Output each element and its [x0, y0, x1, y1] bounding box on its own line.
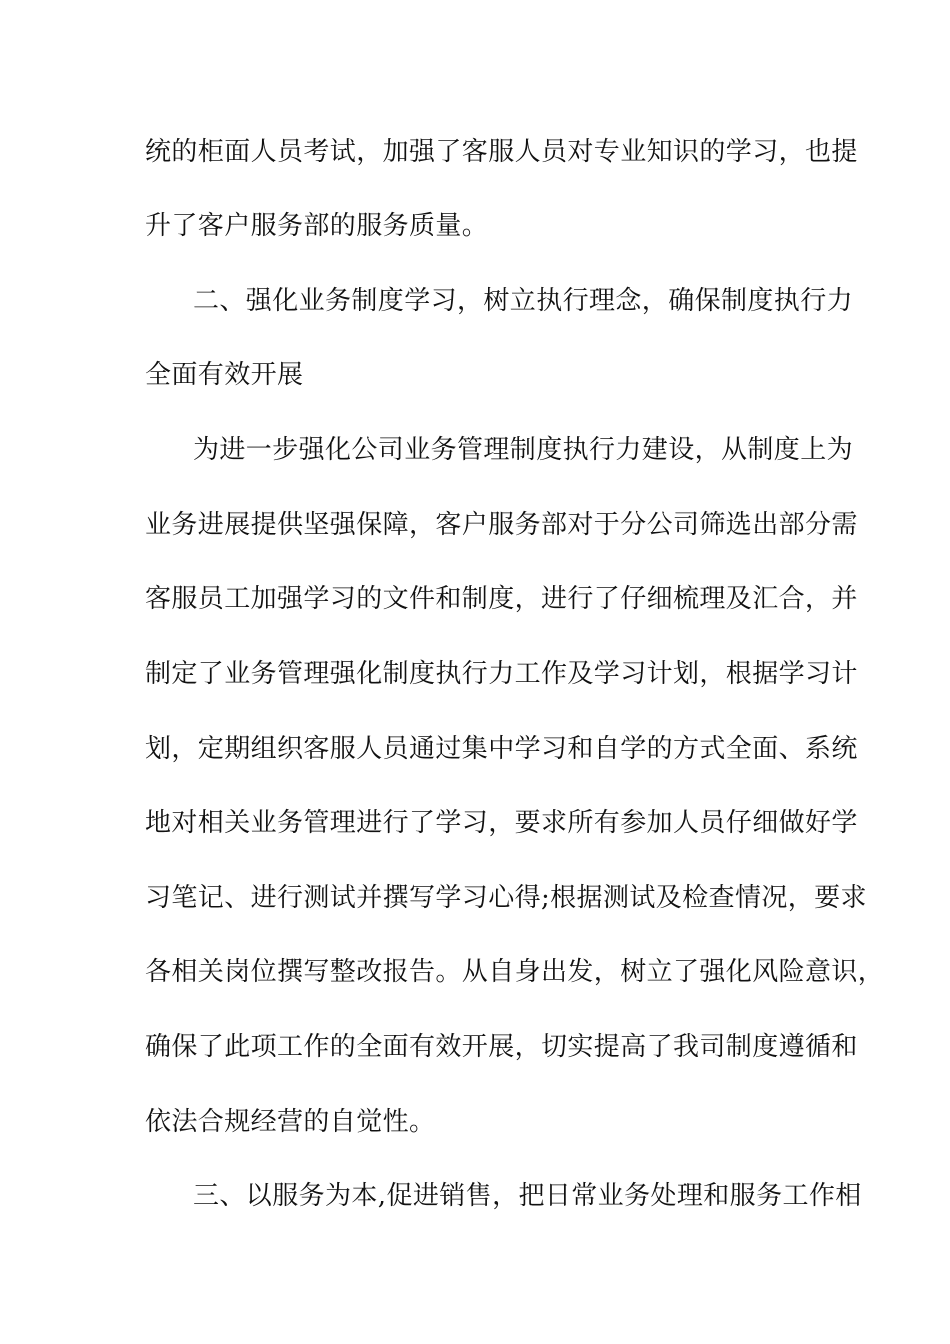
paragraph-line-11: 确保了此项工作的全面有效开展，切实提高了我司制度遵循和: [145, 1032, 858, 1062]
paragraph-line-9: 习笔记、进行测试并撰写学习心得;根据测试及检查情况，要求: [145, 883, 867, 913]
paragraph-line-6: 制定了业务管理强化制度执行力工作及学习计划，根据学习计: [145, 659, 858, 689]
paragraph-line-10: 各相关岗位撰写整改报告。从自身出发，树立了强化风险意识，: [145, 957, 885, 987]
section-heading-line-2: 全面有效开展: [145, 360, 304, 390]
paragraph-line-2: 升了客户服务部的服务质量。: [145, 211, 489, 241]
paragraph-line-8: 地对相关业务管理进行了学习，要求所有参加人员仔细做好学: [145, 808, 858, 838]
paragraph-line-3: 为进一步强化公司业务管理制度执行力建设，从制度上为: [193, 435, 854, 465]
paragraph-line-12: 依法合规经营的自觉性。: [145, 1107, 436, 1137]
section-heading-line-3: 三、以服务为本,促进销售，把日常业务处理和服务工作相: [193, 1181, 862, 1211]
paragraph-line-5: 客服员工加强学习的文件和制度，进行了仔细梳理及汇合，并: [145, 584, 858, 614]
paragraph-line-7: 划，定期组织客服人员通过集中学习和自学的方式全面、系统: [145, 734, 858, 764]
paragraph-line-1: 统的柜面人员考试，加强了客服人员对专业知识的学习，也提: [145, 137, 858, 167]
section-heading-line-1: 二、强化业务制度学习，树立执行理念，确保制度执行力: [193, 286, 854, 316]
paragraph-line-4: 业务进展提供坚强保障，客户服务部对于分公司筛选出部分需: [145, 510, 858, 540]
